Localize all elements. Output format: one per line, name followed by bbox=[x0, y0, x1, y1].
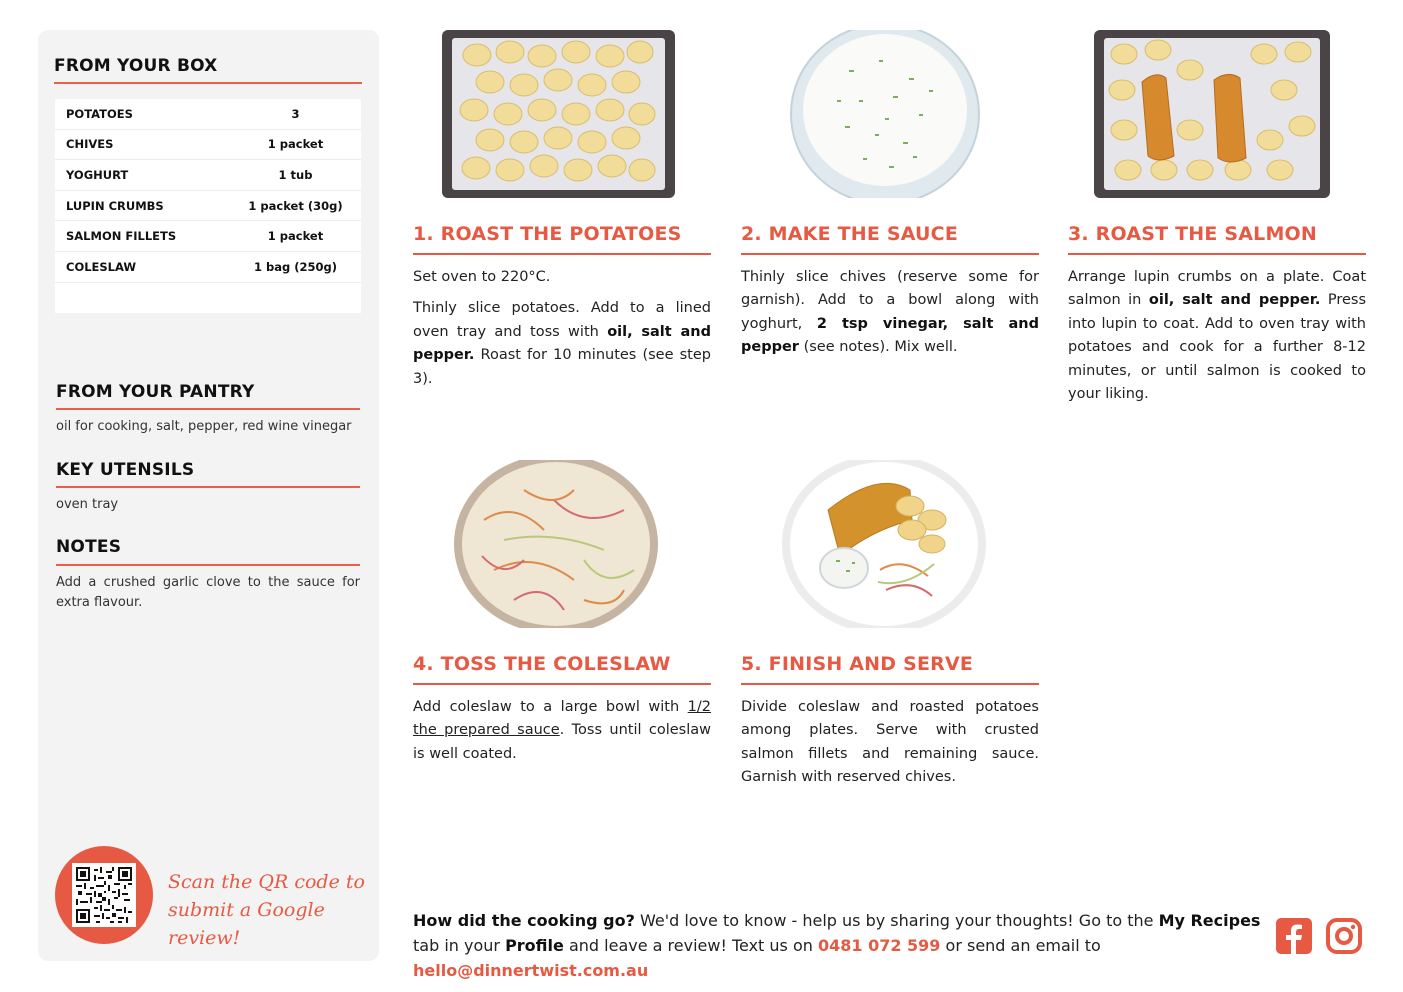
qr-caption-line: Scan the QR code to bbox=[168, 871, 365, 893]
email-link[interactable]: hello@dinnertwist.com.au bbox=[413, 961, 649, 980]
step-4 bbox=[413, 460, 711, 780]
instagram-icon[interactable] bbox=[1325, 917, 1363, 955]
ingredient-name: LUPIN CRUMBS bbox=[66, 198, 164, 213]
plated-dish-photo bbox=[782, 460, 986, 628]
divider bbox=[56, 408, 360, 410]
step-text: Thinly slice potatoes. Add to a lined oven tray and toss with bbox=[413, 300, 711, 340]
step-text bbox=[1068, 266, 1366, 406]
sauce-bowl-photo bbox=[789, 30, 981, 198]
potatoes-tray-photo bbox=[442, 30, 675, 198]
table-row bbox=[55, 99, 361, 130]
step-text: Add coleslaw to a large bowl with bbox=[413, 699, 688, 715]
divider bbox=[741, 253, 1039, 255]
ingredient-qty: 1 packet bbox=[267, 229, 324, 244]
notes-title: NOTES bbox=[56, 537, 122, 557]
divider bbox=[413, 253, 711, 255]
ingredient-qty: 3 bbox=[291, 106, 300, 121]
box-title: FROM YOUR BOX bbox=[54, 56, 218, 76]
step-text: Roast for 10 minutes (see step 3). bbox=[413, 347, 711, 387]
footer-emphasis: My Recipes bbox=[1158, 911, 1261, 930]
ingredient-name: CHIVES bbox=[66, 137, 114, 152]
step-1 bbox=[413, 30, 711, 390]
step-title: 2. MAKE THE SAUCE bbox=[741, 223, 958, 245]
phone-link[interactable]: 0481 072 599 bbox=[817, 936, 941, 955]
utensils-title: KEY UTENSILS bbox=[56, 460, 195, 480]
ingredients-sidebar bbox=[38, 30, 379, 961]
ingredient-name: POTATOES bbox=[66, 106, 133, 121]
step-text bbox=[741, 266, 1039, 360]
table-row bbox=[55, 252, 361, 283]
footer-text: and leave a review! Text us on bbox=[563, 936, 818, 955]
salmon-tray-photo bbox=[1094, 30, 1330, 198]
step-text: (see notes). Mix well. bbox=[798, 339, 958, 356]
divider bbox=[741, 683, 1039, 685]
pantry-title: FROM YOUR PANTRY bbox=[56, 382, 255, 402]
table-row bbox=[55, 221, 361, 252]
step-text bbox=[413, 297, 711, 391]
step-text: Press into lupin to coat. Add to oven tray with potatoes and cook for a further 8-12 minutes, or until salmon is cooked to your liking. bbox=[1068, 292, 1366, 403]
footer-text: We'd love to know - help us by sharing your thoughts! Go to the bbox=[634, 911, 1159, 930]
qr-code-badge[interactable] bbox=[55, 846, 153, 944]
table-row bbox=[55, 191, 361, 222]
footer-question: How did the cooking go? bbox=[413, 911, 635, 930]
step-title: 5. FINISH AND SERVE bbox=[741, 653, 974, 675]
footer-emphasis: Profile bbox=[505, 936, 564, 955]
footer-text: tab in your bbox=[413, 936, 506, 955]
step-underline: 1/2 the prepared sauce bbox=[413, 699, 711, 739]
ingredients-table bbox=[55, 99, 361, 313]
step-body bbox=[413, 266, 711, 399]
qr-code-icon[interactable] bbox=[72, 863, 136, 927]
step-text: Thinly slice chives (reserve some for garnish). Add to a bowl along with yoghurt, bbox=[741, 269, 1039, 332]
step-title: 4. TOSS THE COLESLAW bbox=[413, 653, 671, 675]
step-emphasis: oil, salt and pepper. bbox=[413, 323, 711, 364]
footer-text: or send an email to bbox=[940, 936, 1101, 955]
step-2 bbox=[741, 30, 1039, 390]
divider bbox=[56, 486, 360, 488]
step-body bbox=[741, 266, 1039, 368]
step-body bbox=[1068, 266, 1366, 414]
step-text bbox=[413, 696, 711, 766]
ingredient-name: COLESLAW bbox=[66, 259, 137, 274]
table-row bbox=[55, 130, 361, 161]
ingredient-qty: 1 packet bbox=[267, 137, 324, 152]
ingredient-qty: 1 bag (250g) bbox=[254, 259, 337, 274]
notes-text: Add a crushed garlic clove to the sauce for extra flavour. bbox=[56, 575, 360, 610]
step-text: Set oven to 220°C. bbox=[413, 269, 551, 285]
divider bbox=[54, 82, 362, 84]
divider bbox=[413, 683, 711, 685]
qr-caption-line: submit a Google review! bbox=[168, 899, 325, 949]
step-text: . Toss until coleslaw is well coated. bbox=[413, 722, 711, 762]
step-emphasis: oil, salt and pepper. bbox=[1148, 292, 1321, 309]
table-row bbox=[55, 160, 361, 191]
step-text: Arrange lupin crumbs on a plate. Coat salmon in bbox=[1068, 269, 1366, 309]
step-emphasis: 2 tsp vinegar, salt and pepper bbox=[741, 315, 1039, 356]
divider bbox=[1068, 253, 1366, 255]
step-5 bbox=[741, 460, 1039, 800]
qr-caption bbox=[168, 868, 368, 952]
ingredient-name: SALMON FILLETS bbox=[66, 229, 177, 244]
divider bbox=[56, 564, 360, 566]
facebook-icon[interactable] bbox=[1275, 917, 1313, 955]
step-3 bbox=[1068, 30, 1366, 430]
step-body bbox=[741, 696, 1039, 798]
ingredient-name: YOGHURT bbox=[66, 167, 129, 182]
coleslaw-bowl-photo bbox=[454, 460, 658, 628]
step-body bbox=[413, 696, 711, 774]
ingredient-qty: 1 packet (30g) bbox=[248, 198, 343, 213]
review-prompt bbox=[413, 908, 1263, 983]
step-text: Divide coleslaw and roasted potatoes among plates. Serve with crusted salmon fillets and remaining sauce. Garnish with reserved chives. bbox=[741, 699, 1039, 786]
step-title: 3. ROAST THE SALMON bbox=[1068, 223, 1318, 245]
pantry-text: oil for cooking, salt, pepper, red wine vinegar bbox=[56, 419, 352, 434]
ingredient-qty: 1 tub bbox=[278, 167, 313, 182]
utensils-text: oven tray bbox=[56, 497, 119, 512]
step-title: 1. ROAST THE POTATOES bbox=[413, 223, 682, 245]
